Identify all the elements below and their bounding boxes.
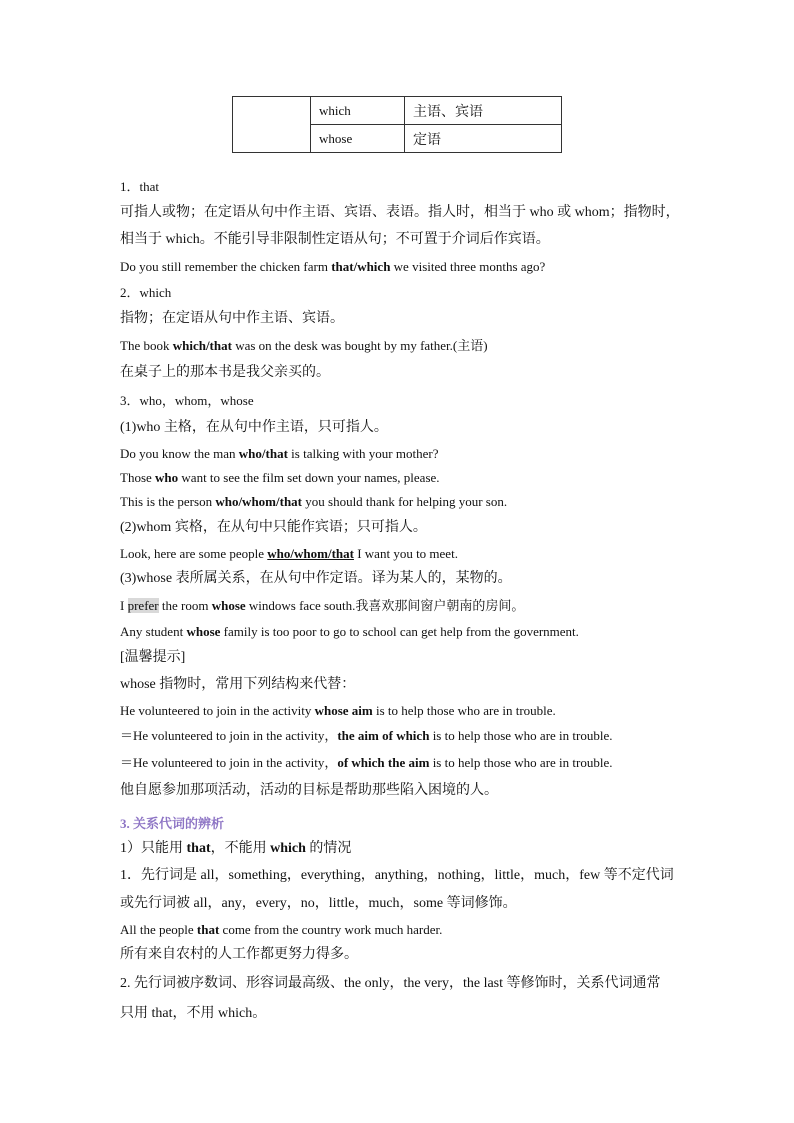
relative-pronoun-table — [232, 96, 562, 153]
text-run: is to help those who are in trouble. — [429, 755, 613, 770]
table-cell-word: which — [311, 97, 405, 125]
text-run: I — [120, 598, 128, 613]
section-heading-distinction: 3. 关系代词的辨析 — [120, 816, 225, 831]
table-blank-cell — [233, 97, 311, 153]
keyword: of which the aim — [337, 755, 430, 770]
text-run: He volunteered to join in the activity — [120, 703, 315, 718]
paragraph: whose 指物时，常用下列结构来代替： — [120, 677, 356, 692]
text-run: ，不能用 — [210, 841, 271, 856]
paragraph: (1)who 主格，在从句中作主语，只可指人。 — [120, 420, 388, 435]
table-row — [233, 97, 562, 125]
text-run: ＝He volunteered to join in the activity， — [120, 755, 338, 770]
section-heading-which: 2．which — [120, 285, 172, 300]
paragraph: 指物；在定语从句中作主语、宾语。 — [120, 311, 344, 326]
text-run: 的情况 — [305, 841, 352, 856]
paragraph: 只用 that，不用 which。 — [120, 1006, 267, 1021]
text-run: 1）只能用 — [120, 841, 187, 856]
paragraph: 相当于 which。不能引导非限制性定语从句；不可置于介词后作宾语。 — [120, 232, 550, 247]
keyword: that/which — [331, 259, 391, 274]
keyword: whose aim — [314, 703, 373, 718]
table-cell-role: 定语 — [405, 125, 562, 153]
paragraph: (3)whose 表所属关系，在从句中作定语。译为某人的，某物的。 — [120, 571, 512, 586]
text-run: Do you still remember the chicken farm — [120, 259, 332, 274]
text-run: The book — [120, 338, 173, 353]
example-sentence — [120, 597, 524, 615]
text-run: Do you know the man — [120, 446, 239, 461]
text-run: Look, here are some people — [120, 546, 268, 561]
example-sentence — [120, 545, 458, 563]
example-sentence — [120, 623, 579, 641]
text-run: the room — [158, 598, 212, 613]
keyword: that — [196, 922, 220, 937]
example-sentence — [120, 921, 442, 939]
text-run: All the people — [120, 922, 197, 937]
table-cell-role: 主语、宾语 — [405, 97, 562, 125]
example-sentence — [120, 258, 545, 276]
example-sentence — [120, 754, 613, 772]
translation: 他自愿参加那项活动，活动的目标是帮助那些陷入困境的人。 — [120, 783, 498, 798]
paragraph: (2)whom 宾格，在从句中只能作宾语；只可指人。 — [120, 520, 427, 535]
table-cell-word: whose — [311, 125, 405, 153]
keyword: who — [155, 470, 179, 485]
text-run: is to help those who are in trouble. — [429, 728, 613, 743]
keyword: who/whom/that — [267, 546, 354, 561]
keyword: which — [270, 841, 306, 856]
paragraph: 或先行词被 all，any，every，no，little，much，some 等词修饰。 — [120, 896, 517, 911]
example-sentence — [120, 337, 488, 355]
example-sentence — [120, 702, 556, 720]
keyword: who/that — [238, 446, 288, 461]
text-run: windows face south.我喜欢那间窗户朝南的房间。 — [245, 598, 525, 613]
keyword: whose — [186, 624, 221, 639]
paragraph: 2. 先行词被序数词、形容词最高级、the only，the very，the last 等修饰时，关系代词通常 — [120, 976, 661, 991]
text-run: you should thank for helping your son. — [302, 494, 508, 509]
tip-heading: [温馨提示] — [120, 650, 186, 665]
example-sentence — [120, 469, 440, 487]
text-run: I want you to meet. — [353, 546, 458, 561]
keyword: who/whom/that — [215, 494, 303, 509]
section-heading-that: 1．that — [120, 179, 159, 194]
section-heading-who: 3．who，whom，whose — [120, 393, 254, 408]
text-run: family is too poor to go to school can get help from the government. — [220, 624, 579, 639]
translation: 在桌子上的那本书是我父亲买的。 — [120, 365, 330, 380]
example-sentence — [120, 445, 438, 463]
text-run: Those — [120, 470, 156, 485]
keyword: that — [186, 841, 211, 856]
text-run: ＝He volunteered to join in the activity， — [120, 728, 338, 743]
keyword: whose — [211, 598, 246, 613]
text-run: come from the country work much harder. — [219, 922, 443, 937]
text-run: Any student — [120, 624, 187, 639]
translation: 所有来自农村的人工作都更努力得多。 — [120, 947, 358, 962]
highlighted-word: prefer — [127, 598, 159, 613]
example-sentence — [120, 727, 613, 745]
subsection-heading — [120, 840, 351, 858]
text-run: is to help those who are in trouble. — [372, 703, 556, 718]
example-sentence — [120, 493, 507, 511]
text-run: This is the person — [120, 494, 216, 509]
text-run: was on the desk was bought by my father.(主语) — [231, 338, 488, 353]
keyword: the aim of which — [337, 728, 430, 743]
keyword: which/that — [172, 338, 232, 353]
paragraph: 可指人或物；在定语从句中作主语、宾语、表语。指人时，相当于 who 或 whom；指物时， — [120, 205, 680, 220]
paragraph: 1．先行词是 all，something，everything，anything，nothing，little，much，few 等不定代词 — [120, 868, 674, 883]
text-run: want to see the film set down your names, please. — [178, 470, 440, 485]
text-run: we visited three months ago? — [390, 259, 546, 274]
text-run: is talking with your mother? — [287, 446, 439, 461]
